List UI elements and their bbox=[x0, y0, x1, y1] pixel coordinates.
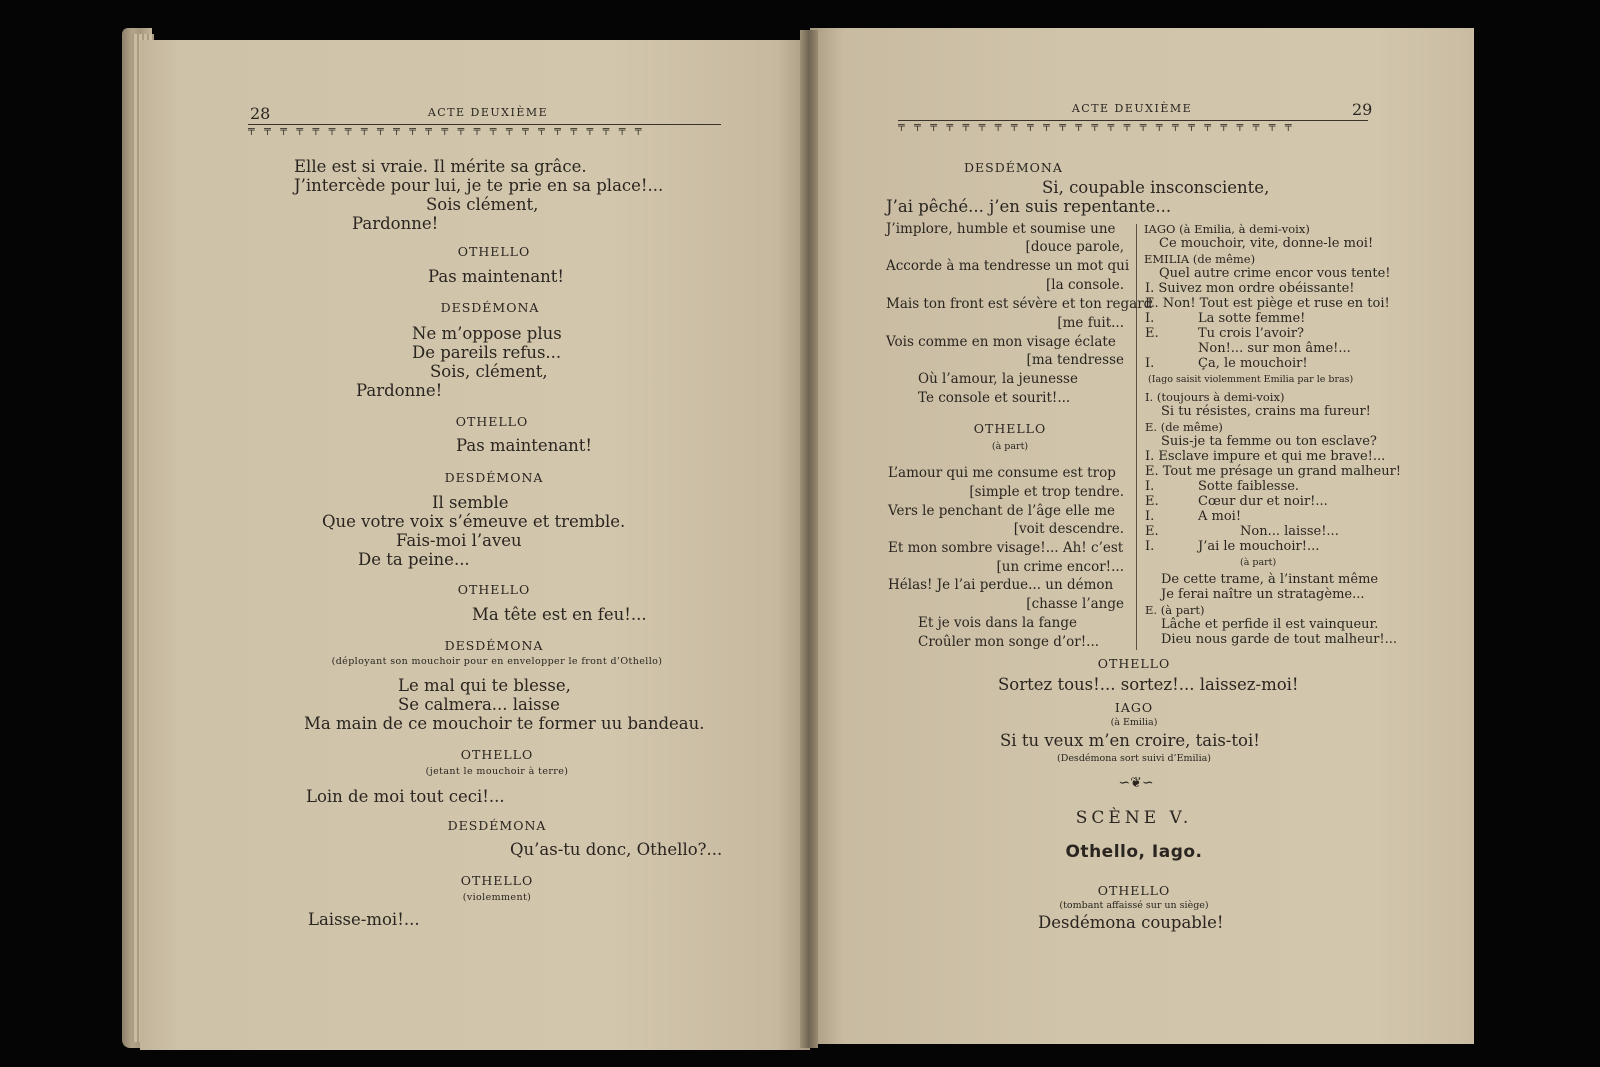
verse-line: Pardonne! bbox=[356, 381, 443, 400]
speaker-initial: E. bbox=[1145, 524, 1159, 539]
book-gutter bbox=[800, 30, 818, 1048]
verse-line: Elle est si vraie. Il mérite sa grâce. bbox=[294, 157, 587, 176]
speaker-initial: I. bbox=[1145, 479, 1155, 494]
stage-direction: (Iago saisit violemment Emilia par le bras) bbox=[1148, 374, 1354, 385]
verse-line: Se calmera... laisse bbox=[398, 695, 560, 714]
verse-line: Et mon sombre visage!... Ah! c’est bbox=[888, 540, 1124, 556]
verse-line: Pas maintenant! bbox=[428, 267, 565, 286]
verse-line: [la console. bbox=[1046, 277, 1124, 293]
verse-line: [douce parole, bbox=[1025, 239, 1124, 255]
verse-line: Dieu nous garde de tout malheur!... bbox=[1161, 632, 1398, 647]
verse-line: J’intercède pour lui, je te prie en sa place!... bbox=[294, 176, 664, 195]
verse-line: J’implore, humble et soumise une bbox=[886, 221, 1116, 237]
verse-line: E. Tout me présage un grand malheur! bbox=[1145, 464, 1402, 479]
speaker-name: OTHELLO bbox=[460, 747, 534, 762]
verse-line: Que votre voix s’émeuve et tremble. bbox=[322, 512, 626, 531]
verse-line: Sotte faiblesse. bbox=[1198, 479, 1300, 494]
verse-line: Croûler mon songe d’or!... bbox=[918, 634, 1100, 650]
verse-line: Desdémona coupable! bbox=[1038, 913, 1224, 932]
stage-direction: (à Emilia) bbox=[1110, 717, 1158, 728]
verse-line: Vois comme en mon visage éclate bbox=[886, 334, 1116, 350]
verse-line: [ma tendresse bbox=[1026, 352, 1124, 368]
verse-line: Vers le penchant de l’âge elle me bbox=[888, 503, 1116, 519]
speaker-name: OTHELLO bbox=[1097, 883, 1171, 898]
verse-line: Ne m’oppose plus bbox=[412, 324, 562, 343]
head-ornament-band: ╤ ╤ ╤ ╤ ╤ ╤ ╤ ╤ ╤ ╤ ╤ ╤ ╤ ╤ ╤ ╤ ╤ ╤ ╤ ╤ ╤ ╤ ╤ ╤ ╤ bbox=[898, 119, 1368, 131]
verse-line: I. Suivez mon ordre obéissante! bbox=[1145, 281, 1355, 296]
verse-line: E. Non! Tout est piège et ruse en toi! bbox=[1145, 296, 1390, 311]
speaker-name: OTHELLO bbox=[457, 244, 531, 259]
speaker-name: IAGO (à Emilia, à demi-voix) bbox=[1144, 222, 1310, 236]
verse-line: Pas maintenant! bbox=[456, 436, 593, 455]
verse-line: [voit descendre. bbox=[1013, 521, 1124, 537]
verse-line: Et je vois dans la fange bbox=[918, 615, 1077, 631]
scene-characters: Othello, Iago. bbox=[1065, 842, 1203, 862]
verse-line: Fais-moi l’aveu bbox=[396, 531, 522, 550]
verse-line: Qu’as-tu donc, Othello?... bbox=[510, 840, 723, 859]
verse-line: Suis-je ta femme ou ton esclave? bbox=[1161, 434, 1377, 449]
speaker-name: DESDÉMONA bbox=[444, 470, 544, 485]
verse-line: Sois, clément, bbox=[430, 362, 548, 381]
verse-line: Laisse-moi!... bbox=[308, 910, 420, 929]
column-divider bbox=[1136, 224, 1137, 650]
verse-line: Ma main de ce mouchoir te former uu bandeau. bbox=[304, 714, 705, 733]
verse-line: Non!... sur mon âme!... bbox=[1198, 341, 1351, 356]
speaker-name: E. (à part) bbox=[1145, 603, 1205, 617]
verse-line: L’amour qui me consume est trop bbox=[888, 465, 1116, 481]
verse-line: Ça, le mouchoir! bbox=[1198, 356, 1308, 371]
verse-line: La sotte femme! bbox=[1198, 311, 1306, 326]
verse-line: Où l’amour, la jeunesse bbox=[918, 371, 1078, 387]
verse-line: Sois clément, bbox=[426, 195, 539, 214]
verse-line: Il semble bbox=[432, 493, 509, 512]
verse-line: Quel autre crime encor vous tente! bbox=[1159, 266, 1391, 281]
speaker-name: OTHELLO bbox=[457, 582, 531, 597]
verse-line: Cœur dur et noir!... bbox=[1198, 494, 1328, 509]
verse-line: Ce mouchoir, vite, donne-le moi! bbox=[1159, 236, 1374, 251]
speaker-name: OTHELLO bbox=[455, 414, 529, 429]
speaker-initial: E. bbox=[1145, 494, 1159, 509]
speaker-initial: I. bbox=[1145, 356, 1155, 371]
speaker-name: IAGO bbox=[1114, 700, 1154, 715]
page-number: 28 bbox=[250, 104, 271, 123]
speaker-name: OTHELLO bbox=[1097, 656, 1171, 671]
verse-line: [un crime encor!... bbox=[996, 559, 1124, 575]
stage-direction: (tombant affaissé sur un siège) bbox=[1059, 900, 1209, 911]
verse-line: Si, coupable insconsciente, bbox=[1042, 178, 1270, 197]
speaker-name: DESDÉMONA bbox=[447, 818, 547, 833]
stage-direction: (Desdémona sort suivi d’Emilia) bbox=[1056, 753, 1212, 764]
scene-heading: SCÈNE V. bbox=[1075, 808, 1193, 828]
stage-direction: (jetant le mouchoir à terre) bbox=[425, 766, 569, 777]
speaker-name: EMILIA (de même) bbox=[1144, 252, 1256, 266]
speaker-name: DESDÉMONA bbox=[964, 160, 1063, 175]
verse-line: Le mal qui te blesse, bbox=[398, 676, 571, 695]
speaker-name: I. (toujours à demi-voix) bbox=[1145, 390, 1285, 404]
speaker-name: E. (de même) bbox=[1145, 420, 1223, 434]
head-ornament-band: ╤ ╤ ╤ ╤ ╤ ╤ ╤ ╤ ╤ ╤ ╤ ╤ ╤ ╤ ╤ ╤ ╤ ╤ ╤ ╤ ╤ ╤ ╤ ╤ ╤ bbox=[248, 123, 721, 135]
speaker-name: DESDÉMONA bbox=[444, 638, 544, 653]
verse-line: Non... laisse!... bbox=[1240, 524, 1339, 539]
verse-line: I. Esclave impure et qui me brave!... bbox=[1145, 449, 1386, 464]
speaker-initial: I. bbox=[1145, 539, 1155, 554]
speaker-name: DESDÉMONA bbox=[440, 300, 540, 315]
verse-line: Si tu veux m’en croire, tais-toi! bbox=[1000, 731, 1260, 750]
verse-line: De pareils refus... bbox=[412, 343, 562, 362]
stage-direction: (à part) bbox=[991, 441, 1029, 452]
running-head: ACTE DEUXIÈME bbox=[1071, 102, 1193, 115]
verse-line: Mais ton front est sévère et ton regard bbox=[886, 296, 1153, 312]
verse-line: Si tu résistes, crains ma fureur! bbox=[1161, 404, 1371, 419]
verse-line: Hélas! Je l’ai perdue... un démon bbox=[888, 577, 1114, 593]
verse-line: [chasse l’ange bbox=[1026, 596, 1124, 612]
section-flourish: ∽❦∽ bbox=[1118, 775, 1154, 791]
verse-line: Je ferai naître un stratagème... bbox=[1161, 587, 1365, 602]
speaker-name: OTHELLO bbox=[973, 421, 1047, 436]
running-head: ACTE DEUXIÈME bbox=[427, 106, 549, 119]
verse-line: Lâche et perfide il est vainqueur. bbox=[1161, 617, 1379, 632]
verse-line: A moi! bbox=[1198, 509, 1242, 524]
verse-line: Accorde à ma tendresse un mot qui bbox=[886, 258, 1130, 274]
verse-line: Ma tête est en feu!... bbox=[472, 605, 647, 624]
speaker-initial: I. bbox=[1145, 509, 1155, 524]
verse-line: [simple et trop tendre. bbox=[969, 484, 1124, 500]
stage-direction: (violemment) bbox=[462, 892, 532, 903]
verse-line: Tu crois l’avoir? bbox=[1198, 326, 1305, 341]
speaker-initial: E. bbox=[1145, 326, 1159, 341]
speaker-name: OTHELLO bbox=[460, 873, 534, 888]
speaker-initial: I. bbox=[1145, 311, 1155, 326]
verse-line: Pardonne! bbox=[352, 214, 439, 233]
page-number: 29 bbox=[1352, 100, 1373, 119]
verse-line: J’ai pêché... j’en suis repentante... bbox=[886, 197, 1172, 216]
verse-line: [me fuit... bbox=[1057, 315, 1124, 331]
verse-line: De ta peine... bbox=[358, 550, 470, 569]
verse-line: Loin de moi tout ceci!... bbox=[306, 787, 505, 806]
verse-line: Te console et sourit!... bbox=[918, 390, 1071, 406]
verse-line: J’ai le mouchoir!... bbox=[1198, 539, 1320, 554]
verse-line: Sortez tous!... sortez!... laissez-moi! bbox=[998, 675, 1299, 694]
verse-line: De cette trame, à l’instant même bbox=[1161, 572, 1379, 587]
stage-direction: (à part) bbox=[1240, 557, 1277, 568]
stage-direction: (déployant son mouchoir pour en envelopper le front d’Othello) bbox=[331, 656, 663, 667]
